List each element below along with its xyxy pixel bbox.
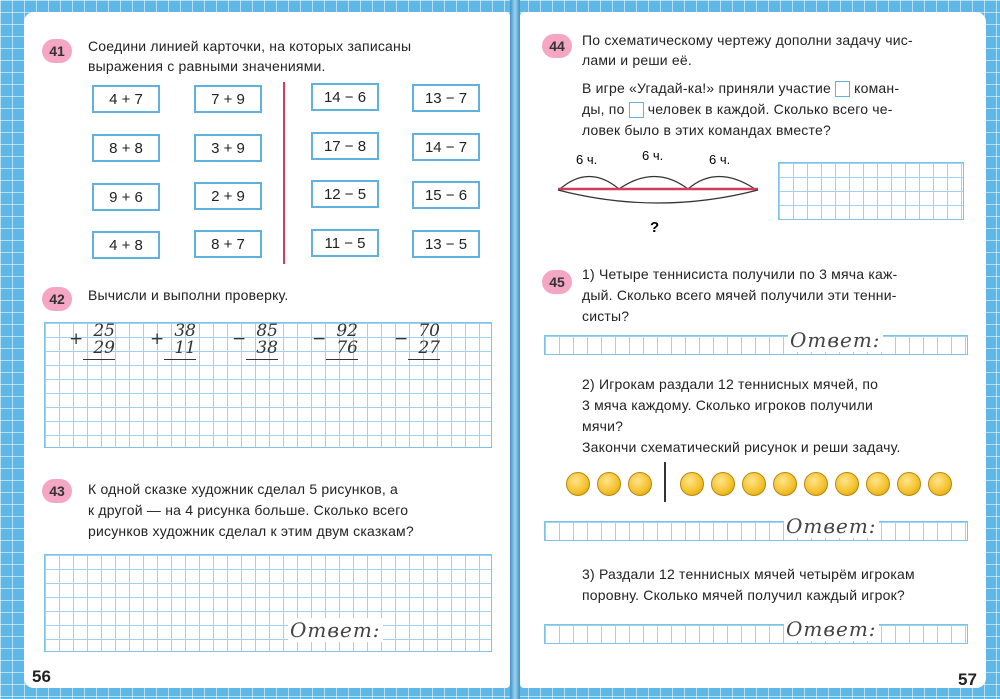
task-43-grid[interactable] <box>44 554 492 652</box>
expression-card[interactable]: 2 + 9 <box>194 182 262 210</box>
task-43-number: 43 <box>42 479 72 503</box>
tennis-ball <box>628 472 652 496</box>
segment-diagram <box>552 146 762 236</box>
task-44-problem-line1 <box>582 78 899 99</box>
q3-line2: поровну. Сколько мячей получил каждый игрок? <box>582 587 905 603</box>
segment-arc <box>560 177 619 190</box>
tennis-ball <box>804 472 828 496</box>
tennis-ball <box>680 472 704 496</box>
expression-card[interactable]: 17 − 8 <box>311 132 379 160</box>
column-calc-5 <box>394 321 440 360</box>
column-calc-3 <box>232 321 278 360</box>
segment-label: 6 ч. <box>576 152 598 167</box>
expression-card[interactable]: 13 − 5 <box>412 230 480 258</box>
problem-text: человек в каждой. Сколько всего че- <box>647 101 893 117</box>
calc-top: 25 <box>93 321 115 341</box>
tennis-ball <box>742 472 766 496</box>
tennis-ball <box>928 472 952 496</box>
tennis-ball <box>835 472 859 496</box>
column-calc-4 <box>312 321 358 360</box>
page-number: 56 <box>32 667 51 686</box>
q2-line2: 3 мяча каждому. Сколько игроков получили <box>582 397 874 413</box>
answer-label: Ответ: <box>790 328 881 352</box>
answer-box[interactable] <box>835 81 850 97</box>
ball-divider <box>664 462 666 502</box>
column-calc-2 <box>150 321 196 360</box>
calc-operator: + <box>69 329 84 349</box>
expression-card[interactable]: 8 + 7 <box>194 230 262 258</box>
task-44-text-line1: По схематическому чертежу дополни задачу чис- <box>582 32 913 48</box>
calc-top: 85 <box>256 321 278 341</box>
card-divider-line <box>283 82 285 264</box>
task-41-number: 41 <box>42 39 72 63</box>
tennis-ball <box>597 472 621 496</box>
calc-top: 38 <box>174 321 196 341</box>
calc-bottom: 38 <box>256 338 278 358</box>
tennis-ball <box>711 472 735 496</box>
answer-line-3[interactable] <box>544 624 968 644</box>
task-44-grid[interactable] <box>778 162 964 220</box>
task-41-text-line2: выражения с равными значениями. <box>88 58 326 74</box>
q1-line1: 1) Четыре теннисиста получили по 3 мяча каж- <box>582 266 898 282</box>
q1-line2: дый. Сколько всего мячей получили эти тенни- <box>582 287 897 303</box>
expression-card[interactable]: 13 − 7 <box>412 84 480 112</box>
q2-line3: мячи? <box>582 418 624 434</box>
expression-card[interactable]: 8 + 8 <box>92 134 160 162</box>
tennis-ball <box>566 472 590 496</box>
segment-label: 6 ч. <box>709 152 731 167</box>
column-calc-1 <box>69 321 115 360</box>
expression-card[interactable]: 3 + 9 <box>194 134 262 162</box>
tennis-ball <box>897 472 921 496</box>
task-43-text-line3: рисунков художник сделал к этим двум сказкам? <box>88 523 414 539</box>
segment-arc <box>688 177 755 190</box>
left-page <box>24 12 510 688</box>
expression-card[interactable]: 4 + 8 <box>92 231 160 259</box>
segment-label: 6 ч. <box>642 148 664 163</box>
answer-label: Ответ: <box>786 617 877 641</box>
calc-operator: − <box>312 329 327 349</box>
answer-box[interactable] <box>629 102 644 118</box>
task-44-problem-line2 <box>582 99 893 120</box>
task-45-number: 45 <box>542 270 572 294</box>
question-mark: ? <box>650 219 660 236</box>
calc-bottom: 27 <box>418 338 440 358</box>
expression-card[interactable]: 7 + 9 <box>194 85 262 113</box>
task-41-text-line1: Соедини линией карточки, на которых записаны <box>88 38 412 54</box>
calc-top: 92 <box>336 321 358 341</box>
right-page <box>520 12 986 688</box>
expression-card[interactable]: 14 − 7 <box>412 133 480 161</box>
book-spine <box>510 0 520 699</box>
expression-card[interactable]: 15 − 6 <box>412 181 480 209</box>
expression-card[interactable]: 12 − 5 <box>311 180 379 208</box>
task-44-text-line2: лами и реши её. <box>582 52 692 68</box>
calc-operator: + <box>150 329 165 349</box>
q1-line3: систы? <box>582 308 630 324</box>
q2-line1: 2) Игрокам раздали 12 теннисных мячей, по <box>582 376 879 392</box>
task-43-text-line1: К одной сказке художник сделал 5 рисунков, а <box>88 481 399 497</box>
task-42-number: 42 <box>42 287 72 311</box>
calc-bottom: 29 <box>93 338 115 358</box>
problem-text: В игре «Угадай-ка!» приняли участие <box>582 80 831 96</box>
expression-card[interactable]: 14 − 6 <box>311 83 379 111</box>
answer-line-2[interactable] <box>544 521 968 541</box>
task-42-text: Вычисли и выполни проверку. <box>88 287 289 303</box>
calc-bottom: 76 <box>336 338 358 358</box>
q2-line4: Закончи схематический рисунок и реши задачу. <box>582 439 901 455</box>
task-44-problem-line3: ловек было в этих командах вместе? <box>582 122 831 138</box>
tennis-ball <box>773 472 797 496</box>
answer-label: Ответ: <box>290 618 381 642</box>
calc-bottom: 11 <box>174 338 196 358</box>
task-44-number: 44 <box>542 34 572 58</box>
calc-top: 70 <box>418 321 440 341</box>
answer-label: Ответ: <box>786 514 877 538</box>
expression-card[interactable]: 11 − 5 <box>311 229 379 257</box>
tennis-ball <box>866 472 890 496</box>
calc-operator: − <box>394 329 409 349</box>
q3-line1: 3) Раздали 12 теннисных мячей четырём игрокам <box>582 566 915 582</box>
total-arc <box>558 190 758 203</box>
answer-line-1[interactable] <box>544 335 968 355</box>
calc-operator: − <box>232 329 247 349</box>
expression-card[interactable]: 9 + 6 <box>92 183 160 211</box>
task-43-text-line2: к другой — на 4 рисунка больше. Сколько всего <box>88 502 409 518</box>
expression-card[interactable]: 4 + 7 <box>92 85 160 113</box>
page-number: 57 <box>958 670 977 689</box>
problem-text: коман- <box>854 80 900 96</box>
segment-arc <box>619 177 688 190</box>
problem-text: ды, по <box>582 101 625 117</box>
